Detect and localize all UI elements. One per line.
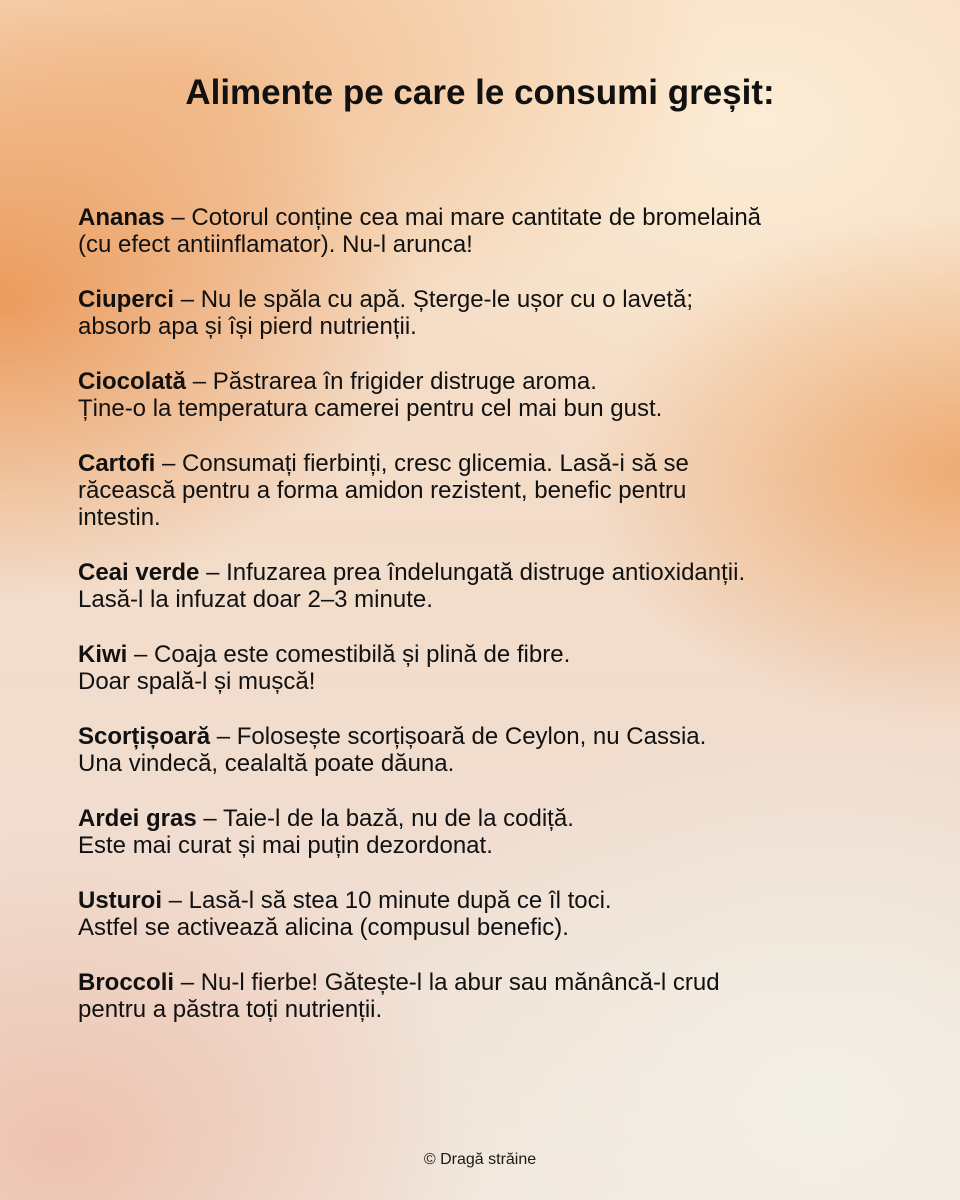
tip-text: Astfel se activează alicina (compusul benefic). <box>78 914 569 941</box>
food-name: Ananas <box>78 204 165 231</box>
tip-text: – Lasă-l să stea 10 minute după ce îl toci. <box>162 887 612 914</box>
list-item <box>78 368 898 422</box>
tip-text: – Nu-l fierbe! Gătește-l la abur sau mănâncă-l crud <box>174 969 720 996</box>
food-name: Kiwi <box>78 641 128 668</box>
list-item <box>78 723 898 777</box>
tip-line <box>78 286 898 313</box>
tip-text: – Nu le spăla cu apă. Șterge-le ușor cu o lavetă; <box>174 286 693 313</box>
list-item <box>78 887 898 941</box>
tip-text: răcească pentru a forma amidon rezistent, benefic pentru <box>78 477 687 504</box>
list-item <box>78 969 898 1023</box>
list-item <box>78 450 898 531</box>
tip-line <box>78 559 898 586</box>
list-item <box>78 286 898 340</box>
tip-line <box>78 723 898 750</box>
food-name: Broccoli <box>78 969 175 996</box>
tip-line <box>78 368 898 395</box>
tip-text: pentru a păstra toți nutrienții. <box>78 996 383 1023</box>
food-name: Usturoi <box>78 887 162 914</box>
tip-line <box>78 450 898 477</box>
tip-text: Lasă-l la infuzat doar 2–3 minute. <box>78 586 433 613</box>
tip-text: – Folosește scorțișoară de Ceylon, nu Cassia. <box>210 723 707 750</box>
tips-list <box>78 204 898 1051</box>
page-title: Alimente pe care le consumi greșit: <box>185 73 775 112</box>
food-name: Ciocolată <box>78 368 187 395</box>
tip-line <box>78 641 898 668</box>
tip-text: Una vindecă, cealaltă poate dăuna. <box>78 750 455 777</box>
food-name: Scorțișoară <box>78 723 211 750</box>
copyright-footer: © Dragă străine <box>423 1151 537 1168</box>
tip-text: (cu efect antiinflamator). Nu-l arunca! <box>78 231 473 258</box>
food-name: Ceai verde <box>78 559 200 586</box>
list-item <box>78 204 898 258</box>
tip-text: – Cotorul conține cea mai mare cantitate de bromelaină <box>164 204 762 231</box>
food-name: Ardei gras <box>78 805 197 832</box>
food-name: Ciuperci <box>78 286 175 313</box>
tip-line <box>78 969 898 996</box>
tip-line <box>78 204 898 231</box>
list-item <box>78 805 898 859</box>
tip-text: – Taie-l de la bază, nu de la codiță. <box>196 805 574 832</box>
tip-text: – Infuzarea prea îndelungată distruge antioxidanții. <box>199 559 746 586</box>
tip-text: Este mai curat și mai puțin dezordonat. <box>78 832 493 859</box>
tip-text: intestin. <box>78 504 161 531</box>
tip-text: absorb apa și își pierd nutrienții. <box>78 313 417 340</box>
tip-text: Doar spală-l și mușcă! <box>78 668 316 695</box>
tip-text: – Coaja este comestibilă și plină de fibre. <box>127 641 571 668</box>
tip-text: Ține-o la temperatura camerei pentru cel mai bun gust. <box>78 395 663 422</box>
tip-line <box>78 805 898 832</box>
list-item <box>78 641 898 695</box>
tip-text: – Consumați fierbinți, cresc glicemia. Lasă-i să se <box>155 450 689 477</box>
tip-line <box>78 887 898 914</box>
list-item <box>78 559 898 613</box>
tip-text: – Păstrarea în frigider distruge aroma. <box>186 368 597 395</box>
food-name: Cartofi <box>78 450 156 477</box>
